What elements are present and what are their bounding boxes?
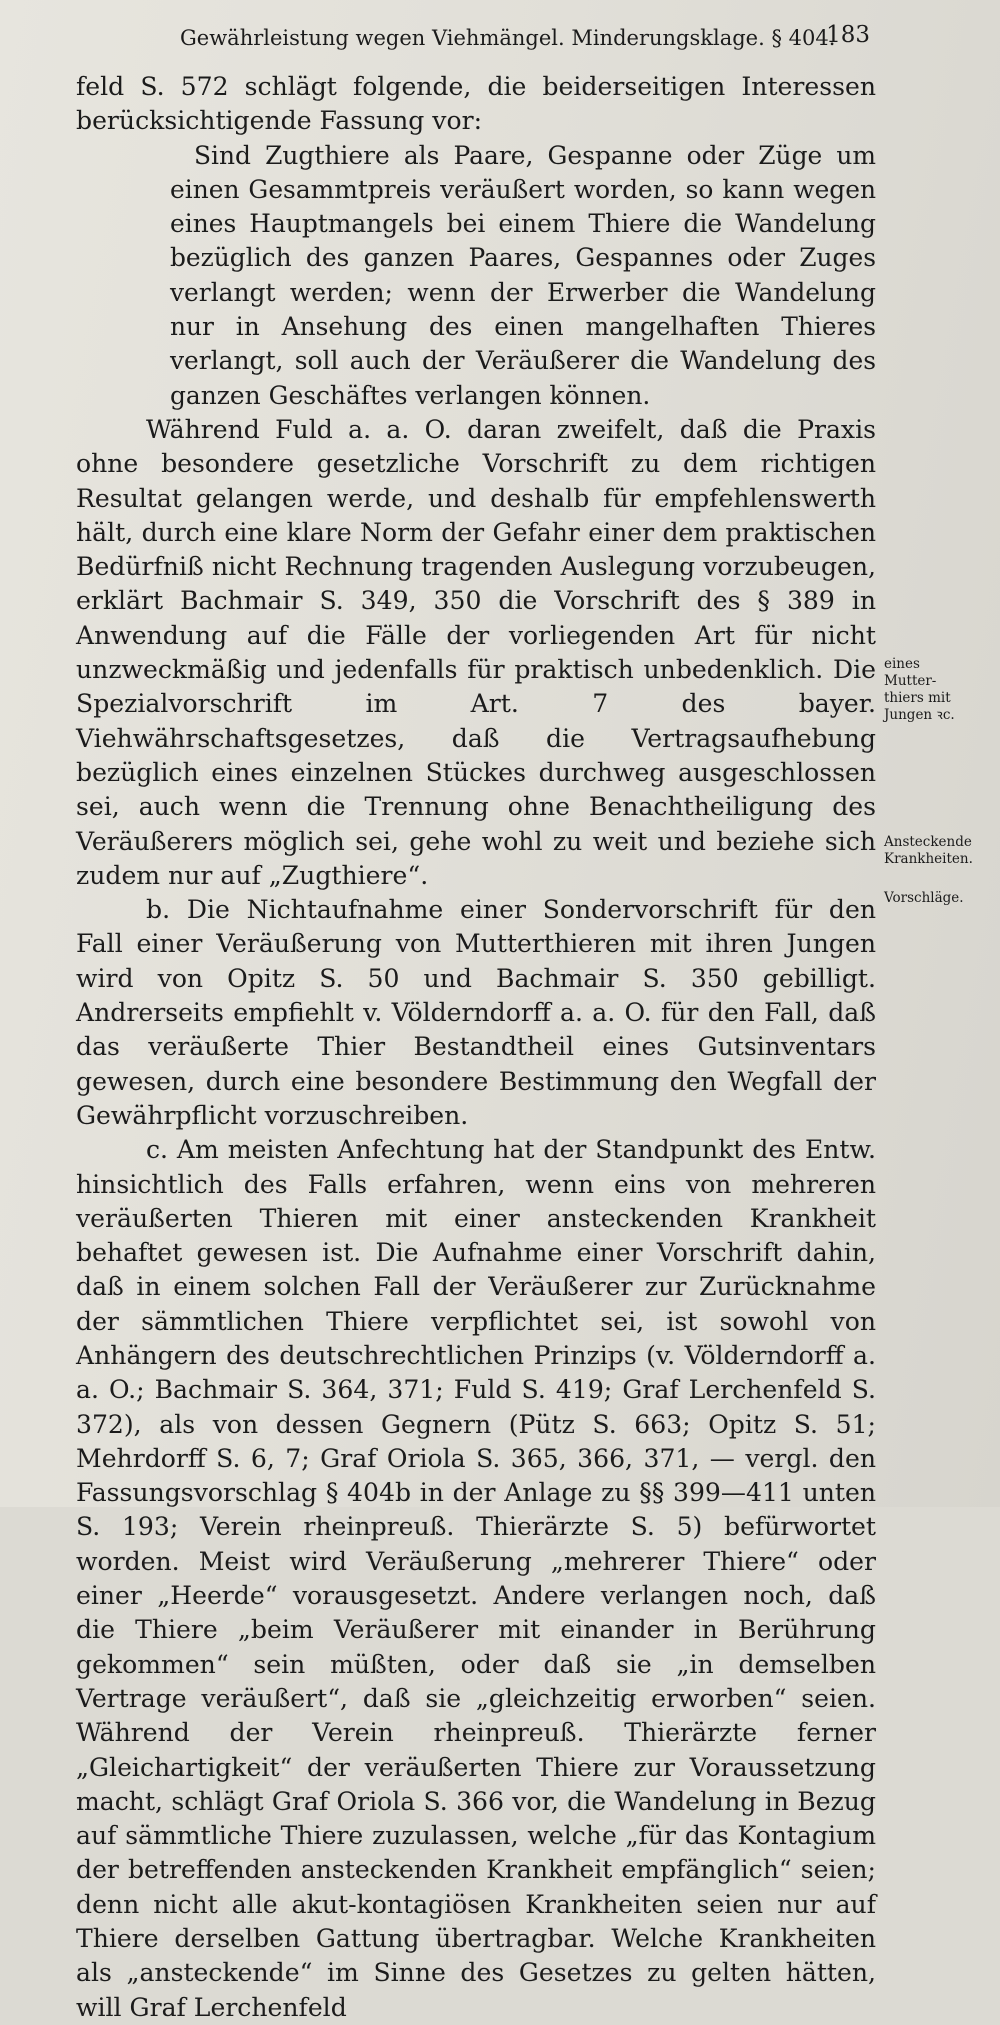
running-head: Gewährleistung wegen Viehmängel. Minderungsklage. § 404. [180,26,836,50]
body-text [76,70,876,2025]
paragraph-b-mutterthiere: b. Die Nichtaufnahme einer Sondervorschrift für den Fall einer Veräußerung von Mutterthieren mit ihren Jungen wird von Opitz S. 50 und Bachmair S. 350 gebilligt. Andrerseits empfiehlt v. Völderndorff a. a. O. für den Fall, daß das veräußerte Thier Bestandtheil eines Gutsinventars gewesen, durch eine besondere Bestimmung den Wegfall der Gewährpflicht vorzuschreiben. [76,895,876,1130]
paragraph-c-ansteckende: c. Am meisten Anfechtung hat der Standpunkt des Entw. hinsichtlich des Falls erfahren, wenn eins von mehreren veräußerten Thieren mit einer ansteckenden Krankheit behaftet gewesen ist. Die Aufnahme einer Vorschrift dahin, daß in einem solchen Fall der Veräußerer zur Zurücknahme der sämmtlichen Thiere verpflichtet sei, ist sowohl von Anhängern des deutschrechtlichen Prinzips (v. Völderndorff a. a. O.; Bachmair S. 364, 371; Fuld S. 419; Graf Lerchenfeld S. 372), als von dessen Gegnern (Pütz S. 663; Opitz S. 51; Mehrdorff S. 6, 7; Graf Oriola S. 365, 366, 371, — vergl. den Fassungsvorschlag § 404b in der Anlage zu §§ 399—411 unten S. 193; Verein rheinpreuß. Thierärzte S. 5) befürwortet worden. Meist wird Veräußerung „mehrerer Thiere“ oder einer „Heerde“ vorausgesetzt. Andere verlangen noch, daß die Thiere „beim Veräußerer mit einander in Berührung gekommen“ sein müßten, oder daß sie „in demselben Vertrage veräußert“, daß sie „gleichzeitig erworben“ seien. Während der Verein rheinpreuß. Thierärzte ferner „Gleichartigkeit“ der veräußerten Thiere zur Voraussetzung macht, schlägt Graf Oriola S. 366 vor, die Wandelung in Bezug auf sämmtliche Thiere zuzulassen, welche „für das Kontagium der betreffenden ansteckenden Krankheit empfänglich“ seien; denn nicht alle akut-kontagiösen Krankheiten seien nur auf Thiere derselben Gattung übertragbar. Welche Krankheiten als „ansteckende“ im Sinne des Gesetzes zu gelten hätten, will Graf Lerchenfeld [76,1135,876,2022]
paragraph-quoted-proposal: Sind Zugthiere als Paare, Gespanne oder Züge um einen Gesammtpreis veräußert worden, so kann wegen eines Hauptmangels bei einem Thiere die Wandelung bezüglich des ganzen Paares, Gespannes oder Zuges verlangt werden; wenn der Erwerber die Wandelung nur in Ansehung des einen mangelhaften Thieres verlangt, soll auch der Veräußerer die Wandelung des ganzen Geschäftes verlangen können. [170,140,876,410]
page-number: 183 [826,22,870,48]
page-header [180,14,870,58]
margin-note-vorschlaege: Vorschläge. [884,890,964,906]
paragraph-fuld-bachmair: Während Fuld a. a. O. daran zweifelt, daß die Praxis ohne besondere gesetzliche Vorschrift zu dem richtigen Resultat gelangen werde, und deshalb für empfehlenswerth hält, durch eine klare Norm der Gefahr einer dem praktischen Bedürfniß nicht Rechnung tragenden Auslegung vorzubeugen, erklärt Bachmair S. 349, 350 die Vorschrift des § 389 in Anwendung auf die Fälle der vorliegenden Art für nicht unzweckmäßig und jedenfalls für praktisch unbedenklich. Die Spezialvorschrift im Art. 7 des bayer. Viehwährschaftsgesetzes, daß die Vertragsaufhebung bezüglich eines einzelnen Stückes durchweg ausgeschlossen sei, auch wenn die Trennung ohne Benachtheiligung des Veräußerers möglich sei, gehe wohl zu weit und beziehe sich zudem nur auf „Zugthiere“. [76,414,876,890]
margin-note-ansteckende: Ansteckende Krankheiten. [884,834,973,867]
paragraph-intro: feld S. 572 schlägt folgende, die beiderseitigen Interessen berücksichtigende Fassung vor: [76,72,876,136]
margin-note-mutterthiers: eines Mutter- thiers mit Jungen ꝛc. [884,656,955,723]
